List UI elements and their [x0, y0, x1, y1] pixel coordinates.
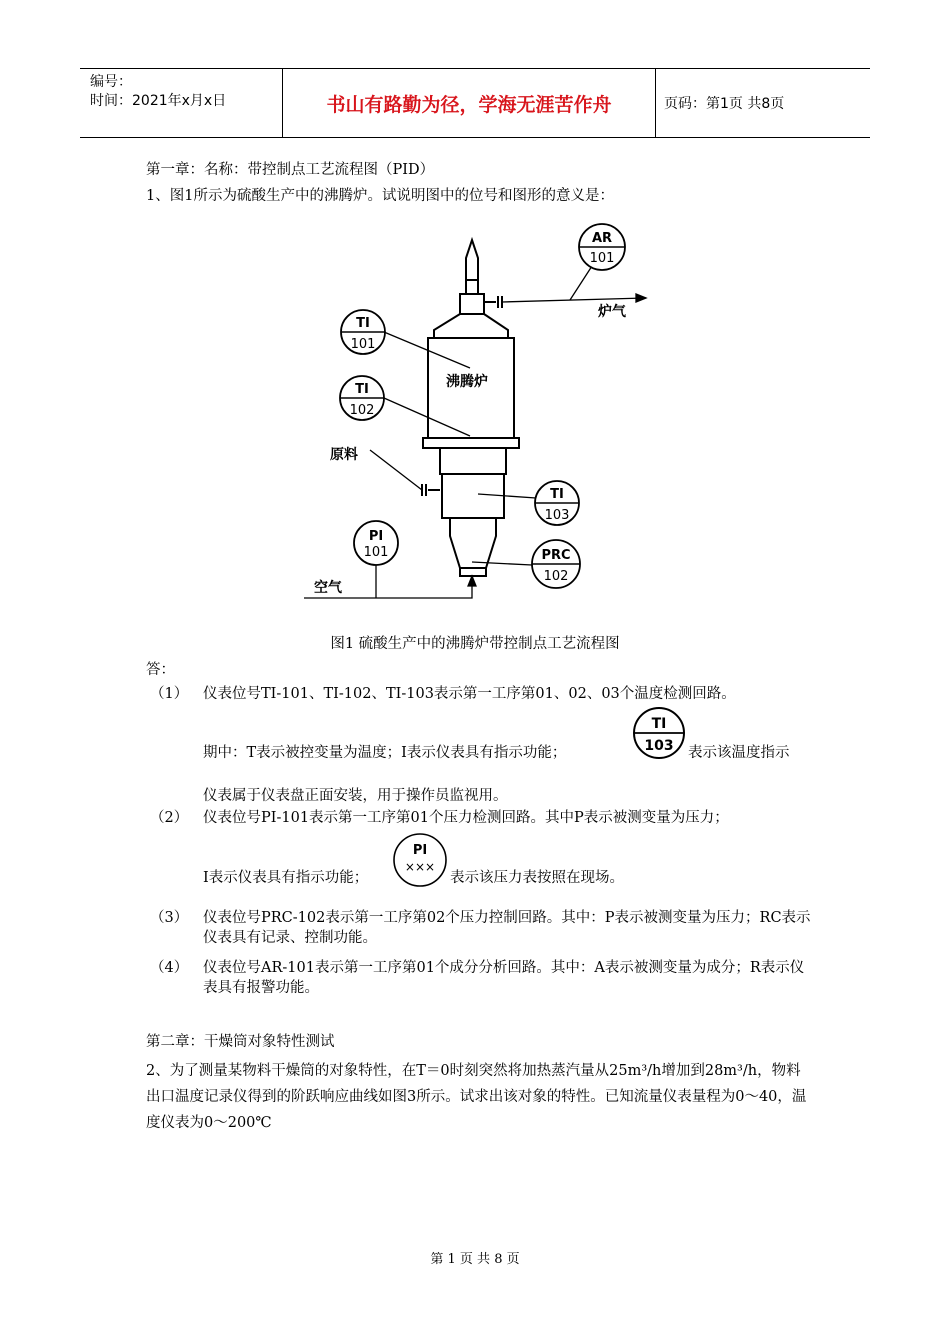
item-number: （4） — [150, 960, 189, 976]
item-text-post: 表示该压力表按照在现场。 — [450, 870, 624, 886]
answer-label: 答： — [146, 662, 175, 678]
page-header — [80, 68, 870, 138]
prc102-num: 102 — [543, 569, 569, 584]
pi-field-symbol — [392, 832, 448, 888]
item-text-post: 表示该温度指示 — [688, 745, 790, 761]
chapter2-title: 第二章：干燥筒对象特性测试 — [146, 1034, 335, 1050]
code-label: 编号： — [90, 74, 132, 90]
chapter2-paragraph: 2、为了测量某物料干燥筒的对象特性，在T＝0时刻突然将加热蒸汽量从25m³/h增加到28m³/h，物料出口温度记录仪得到的阶跃响应曲线如图3所示。试求出该对象的特性。已知流量仪表量程为0～40，温度仪表为0～200℃ — [146, 1063, 807, 1131]
symbol-num: ××× — [404, 860, 436, 874]
ti102-num: 102 — [349, 403, 375, 418]
ti103-tag: TI — [550, 487, 564, 502]
item-text: 仪表属于仪表盘正面安装，用于操作员监视用。 — [203, 788, 508, 804]
ti102-tag: TI — [355, 382, 369, 397]
item-number: （3） — [150, 910, 189, 926]
ti103-panel-symbol — [632, 706, 686, 760]
boiling-furnace-diagram — [300, 218, 670, 610]
item-text: 仪表位号AR-101表示第一工序第01个成分分析回路。其中：A表示被测变量为成分；R表示仪表具有报警功能。 — [203, 960, 805, 996]
symbol-tag: PI — [412, 843, 428, 858]
item-number: （2） — [150, 810, 189, 826]
page-footer: 第 1 页 共 8 页 — [430, 1252, 520, 1267]
symbol-tag: TI — [651, 716, 667, 732]
prc102-tag: PRC — [541, 548, 571, 563]
pi101-num: 101 — [363, 545, 389, 560]
header-page-info: 页码：第1页 共8页 — [664, 96, 785, 112]
gas-label: 炉气 — [598, 304, 626, 320]
figure-caption: 图1 硫酸生产中的沸腾炉带控制点工艺流程图 — [330, 636, 620, 652]
item-text: 仪表位号PI-101表示第一工序第01个压力检测回路。其中P表示被测变量为压力； — [203, 810, 729, 826]
item-text-pre: 期中：T表示被控变量为温度；I表示仪表具有指示功能； — [203, 745, 567, 761]
furnace-label: 沸腾炉 — [446, 374, 488, 390]
ar-num: 101 — [589, 251, 615, 266]
chapter1-question: 1、图1所示为硫酸生产中的沸腾炉。试说明图中的位号和图形的意义是： — [146, 188, 614, 204]
item-text: 仪表位号TI-101、TI-102、TI-103表示第一工序第01、02、03个温度检测回路。 — [203, 686, 736, 702]
header-motto: 书山有路勤为径，学海无涯苦作舟 — [282, 69, 656, 137]
pi101-tag: PI — [368, 529, 384, 544]
item-number: （1） — [150, 686, 189, 702]
ti101-tag: TI — [356, 316, 370, 331]
symbol-num: 103 — [644, 738, 674, 754]
chapter1-title: 第一章：名称：带控制点工艺流程图（PID） — [146, 162, 435, 178]
ti103-num: 103 — [544, 508, 570, 523]
item-text: 仪表位号PRC-102表示第一工序第02个压力控制回路。其中：P表示被测变量为压力；RC表示仪表具有记录、控制功能。 — [203, 910, 811, 946]
header-meta — [80, 69, 282, 137]
item-text-pre: I表示仪表具有指示功能； — [203, 870, 369, 886]
ar-tag: AR — [591, 231, 613, 246]
date-line: 时间：2021年x月x日 — [90, 93, 227, 109]
feed-label: 原料 — [330, 447, 358, 463]
air-label: 空气 — [314, 580, 342, 596]
ti101-num: 101 — [350, 337, 376, 352]
